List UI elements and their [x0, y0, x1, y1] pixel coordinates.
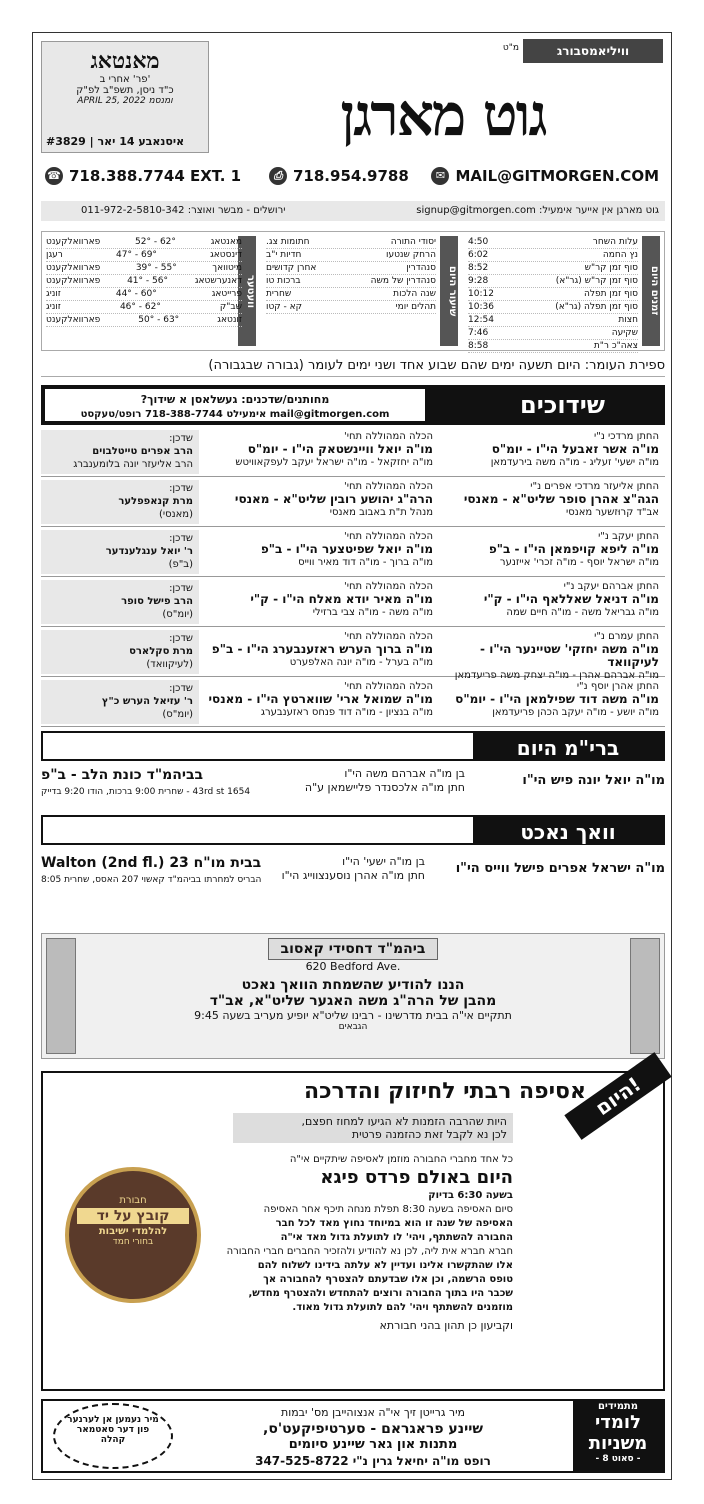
weather-row-cell: מאנטאג [210, 237, 242, 247]
learning-row-cell: סנהדרין [406, 263, 436, 273]
chosson-grandparents: אב"ד קרוּזשער מאנסי [565, 507, 659, 518]
shadchan-extra: (יומ"ס) [162, 709, 193, 720]
chosson-name: החתן אברהם יעקב נ"י [563, 581, 659, 592]
learning-row [266, 288, 436, 301]
kallah-father: מו"ה מאיר יודא מאלח הי"ו - ק"י [250, 592, 433, 606]
learning-row-cell: קא - קטו [266, 302, 303, 312]
shidduch-row [41, 577, 665, 627]
masthead: גוט מארגן [340, 81, 546, 149]
zman-row [468, 249, 638, 262]
asifa-l6: אלו שהתקשרו אלינו ועדיין לא עלתה בידינו לשלוח להם [257, 1260, 513, 1271]
vach-nacht-announcement [41, 855, 665, 895]
zman-row [468, 340, 638, 353]
asifa-l1: כל אחד מחברי החבורה מוזמן לאסיפה שיתקיים אי"ה [289, 1154, 513, 1165]
shadchan-label: שדכן: [169, 583, 193, 594]
zman-row-cell: 10:36 [468, 302, 494, 312]
shadchan-label: שדכן: [169, 683, 193, 694]
kallah-father: מו"ה יואל וויינשטאק הי"ו - יומ"ס [247, 442, 433, 456]
weather-row-cell: 62° - 52° [135, 237, 176, 247]
kallah-grandparents: מנהל ת"ת באבוב מאנסי [329, 507, 433, 518]
email-icon: ✉ [431, 167, 449, 185]
learning-row [266, 301, 436, 314]
kasov-line2: מהבן של הרה"ג משה האגער שליט"א, אב"ד [209, 993, 497, 1009]
weather-row-cell: 63° - 50° [138, 315, 180, 325]
mishnayos-box [573, 1401, 663, 1471]
shadchan-extra: (מאנסי) [158, 509, 193, 520]
parsha: פר' אחרי ב' [99, 74, 151, 85]
stamp: מיר נעמען אן לערנער פון דער סאטמאר קהלה [53, 1403, 173, 1469]
sefiras-haomer: ספירת העומר: היום תשעה ימים שהם שבוע אחד ושני ימים לעומר (גבורה שבגבורה) [41, 355, 665, 377]
shadchan-name: מרת סקלארס [129, 646, 193, 657]
pillar-left [46, 938, 76, 1054]
kallah-grandparents: מו"ה בערל - מו"ה יונה האלפערט [289, 657, 433, 668]
asifa-ad [41, 1071, 665, 1391]
seal-line1: חבורת [119, 1195, 147, 1206]
learning-row-cell: תהלים יומי [395, 302, 436, 312]
email-contact[interactable]: ✉ MAIL@GITMORGEN.COM [431, 167, 659, 185]
shadchan-name: ר' עזיאל הערש כ"ץ [101, 696, 193, 707]
asifa-sub2: לכן נא לקבל זאת כהזמנה פרטית [351, 1128, 507, 1141]
kallah-label: הכלה המהוללה תחי' [344, 581, 433, 592]
shadchan-label: שדכן: [169, 533, 193, 544]
contact-bar [41, 167, 665, 191]
shidduch-row [41, 477, 665, 527]
israel-contact: ירושלים - מבשר ואוצר: 011-972-2-5810-342 [81, 205, 286, 216]
shidduchim-contact[interactable] [45, 389, 425, 421]
seal-line3: להלמדי ישיבות [98, 1226, 168, 1237]
kallah-col [203, 430, 433, 469]
kallah-father: הרה"ג יהושע רובין שליט"א - מאנסי [234, 492, 433, 506]
weather-row [46, 314, 242, 327]
kallah-label: הכלה המהוללה תחי' [344, 631, 433, 642]
chosson-name: החתן עמרם נ"י [594, 631, 659, 642]
chosson-father: מו"ה משה יחזקי' שטיינער הי"ו - לעיקוואד [480, 642, 659, 669]
zman-row-cell: שקיעה [611, 328, 638, 338]
kallah-grandparents: מו"ה יחזקאל - מו"ה ישראל יעקב לעפקאוויטש [235, 457, 433, 468]
english-date: APRIL 25, 2022 ומנסמ [77, 96, 173, 106]
shadchan-extra: הרב אליעזר יונה בלומענברג [73, 459, 193, 470]
kallah-father: מו"ה יואל שפיטצער הי"ו - ב"פ [260, 542, 433, 556]
weather-row-cell: 56° - 41° [127, 276, 168, 286]
shadchan-col [41, 430, 199, 474]
zman-row [468, 236, 638, 249]
learning-row-cell: חדיות י"ב [266, 250, 302, 260]
mishnayos-body [183, 1405, 563, 1469]
weather-row-cell: פארוואלקענט [46, 315, 101, 325]
zman-row-cell: עלות השחר [592, 237, 638, 247]
zman-row-cell: חצות [618, 315, 638, 325]
zman-row-cell: 10:12 [468, 289, 494, 299]
learning-row-cell: שחרית [266, 289, 292, 299]
asifa-time: בשעה 6:30 בדיוק [428, 1190, 513, 1201]
kallah-father: מו"ה ברוך הערש ראזענבערג הי"ו - ב"פ [211, 642, 433, 656]
weather-row-cell: שב"ק [219, 302, 242, 312]
learning-label: שיעור היום [440, 236, 458, 346]
mishnayos-ad [41, 1399, 665, 1473]
asifa-title: אסיפה רבתי לחיזוק והדרכה [303, 1079, 587, 1104]
kasov-line1: הננו להודיע שהשמחת הוואך נאכט [241, 977, 465, 993]
weather-row-cell: 69° - 47° [116, 250, 157, 260]
learning-row-cell: יסודי התורה [390, 237, 436, 247]
vach-name: מו"ה ישראל אפרים פישל ווייס הי"ו [455, 861, 665, 876]
kasov-title: ביהמ"ד דחסידי קאסוב [268, 938, 439, 960]
zman-row [468, 262, 638, 275]
seal-line2: קובץ על יד [77, 1208, 189, 1224]
kasov-gabaim: הגבאים [338, 1022, 368, 1032]
weather-row-cell: זונטאג [217, 315, 242, 325]
zman-row [468, 275, 638, 288]
zman-row-cell: 8:58 [468, 341, 489, 351]
bris-details: 1654 43rd st - שחרית 9:00 ברכות, הודו 9:20 בדייק [41, 787, 251, 797]
weather-row [46, 236, 242, 249]
zman-row-cell: 12:54 [468, 315, 494, 325]
kallah-col [203, 630, 433, 669]
learning-row-cell: חתומות צג. [266, 237, 310, 247]
shadchan-name: הרב אפרים טייטלבוים [92, 446, 193, 457]
kasov-line3: תתקיים אי"ה בבית מדרשינו - רבינו שליט"א יופיע מעריב בשעה 9:45 [194, 1009, 512, 1022]
zman-row-cell: 9:28 [468, 276, 489, 286]
kasov-announcement [41, 933, 665, 1059]
bris-grandfather: חתן מו"ה אלכסנדר פליישמאן ע"ה [304, 781, 465, 794]
shadchan-extra: (לעיקוואד) [146, 659, 193, 670]
phone-icon: ☎ [45, 167, 63, 185]
learning-row [266, 275, 436, 288]
weather-row-cell: 55° - 39° [135, 263, 177, 273]
shidduch-row [41, 427, 665, 477]
weather-row-cell: 62° - 46° [119, 302, 161, 312]
weather-row-cell: 60° - 44° [115, 289, 157, 299]
kallah-col [203, 680, 433, 719]
kallah-grandparents: מו"ה בנציון - מו"ה דוד פנחס ראזענבערג [260, 707, 433, 718]
bottom-right4: - סאוט 8 - [595, 1454, 641, 1464]
zman-row [468, 301, 638, 314]
shidduch-row [41, 527, 665, 577]
fax-icon: ⎙ [269, 167, 287, 185]
chosson-name: החתן אליעזר מרדכי אפרים נ"י [530, 481, 659, 492]
zman-row-cell: סוף זמן קר"ש (גר"א) [555, 276, 638, 286]
kallah-label: הכלה המהוללה תחי' [344, 481, 433, 492]
vach-details: הבריס למחרתו בביהמ"ד קאשוי 207 האסס, שחרית 8:05 [41, 875, 262, 885]
bottom-right2: לומדי [595, 1412, 641, 1433]
shadchan-extra: (יומ"ס) [162, 609, 193, 620]
weather-row-cell: פארוואלקענט [46, 263, 101, 273]
signup-text[interactable]: גוט מארגן אין אייער אימעיל: signup@gitmorgen.com [416, 205, 659, 216]
chosson-father: הגה"צ אהרן סופר שליט"א - מאנסי [463, 492, 659, 506]
issue-number: #3829 | איסנאבע 14 יאר [46, 135, 185, 148]
learning-row-cell: הרחק שנטעו [386, 250, 436, 260]
bottom-right1: מתמידים [597, 1401, 639, 1412]
learning-row-cell: ברכות טו [266, 276, 301, 286]
kallah-grandparents: מו"ה משה - מו"ה צבי ברזילי [312, 607, 433, 618]
day-title: מאנטאג [90, 48, 160, 73]
weather-row-cell: רעגן [46, 250, 63, 260]
chosson-father: מו"ה דניאל שאללאף הי"ו - ק"י [483, 592, 659, 606]
chosson-col [439, 430, 659, 469]
weather-row-cell: פארוואלקענט [46, 237, 101, 247]
hebrew-date: כ"ד ניסן, תשפ"ב לפ"ק [76, 85, 174, 96]
chosson-col [439, 580, 659, 619]
issue-line: מ"ט [502, 43, 519, 53]
weather-row-cell: פרייטאג [211, 289, 242, 299]
zman-row-cell: נץ החמה [602, 250, 638, 260]
vach-place: בבית מו"ח 23 Walton (2nd fl.) [41, 855, 262, 871]
newspaper-page [32, 32, 672, 1480]
kallah-col [203, 530, 433, 569]
chosson-name: החתן מרדכי נ"י [594, 431, 659, 442]
weather-row-cell: זוניג [46, 302, 61, 312]
chosson-grandparents: מו"ה יושע - מו"ה יעקב הכהן פריעדמאן [492, 707, 659, 718]
asifa-body [213, 1153, 513, 1333]
learning-list [266, 236, 436, 346]
zman-row-cell: 7:46 [468, 328, 489, 338]
zman-row-cell: סוף זמן קר"ש [584, 263, 638, 273]
shadchan-name: ר' יואל ענגלענדער [105, 546, 193, 557]
chosson-name: החתן אהרן יוסף נ"י [576, 681, 659, 692]
shadchan-label: שדכן: [169, 433, 193, 444]
bris-father: בן מו"ה אברהם משה הי"ו [344, 767, 465, 780]
zman-row-cell: 8:52 [468, 263, 489, 273]
bris-place: בביהמ"ד כונת הלב - ב"פ [41, 767, 204, 783]
asifa-venue: היום באולם פרדס פיגא [320, 1167, 513, 1188]
learning-row-cell: סנהדרין של משה [370, 276, 436, 286]
vach-nacht-header [41, 815, 665, 845]
zmanim-list [468, 236, 638, 351]
shadchan-col [41, 580, 199, 624]
learning-row [266, 249, 436, 262]
asifa-l8: שכבר היו בתוך החבורה ורוצים להתחדש ולהצטרף מחדש, [248, 1288, 513, 1299]
chosson-grandparents: מו"ה ישראל יוסף - מו"ה זכרי' אייזנער [499, 557, 659, 568]
asifa-l10: וקביעון כן תהון בהני חבורתא [379, 1319, 513, 1332]
zman-row-cell: 4:50 [468, 237, 489, 247]
weather-row [46, 262, 242, 275]
asifa-l5: חברא חברא אית ליה, לכן נא להודיע ולהזכיר החברים חברי החבורה [226, 1246, 513, 1257]
bottom-m2: שיינע פראגראם - סערטיפיקעט'ס, [263, 1421, 483, 1437]
bris-header [41, 731, 665, 761]
chosson-col [439, 480, 659, 519]
asifa-l7: טופס הרשמה, וכן אלו שבדעתם להצטרף להחבורה אך [263, 1274, 513, 1285]
asifa-l2: סיום האסיפה בשעה 8:30 תפלת מנחה תיכף אחר האסיפה [263, 1204, 513, 1215]
chosson-col [439, 630, 659, 682]
vach-grandfather: חתן מו"ה אהרן נוסענצווייג הי"ו [281, 869, 425, 882]
signup-bar [41, 201, 665, 221]
weather-row-cell: זוניג [46, 289, 61, 299]
shadchan-col [41, 680, 199, 724]
weather-row [46, 301, 242, 314]
zman-row-cell: סוף זמן תפלה (גר"א) [555, 302, 638, 312]
chosson-grandparents: מו"ה גבריאל משה - מו"ה חיים שמה [506, 607, 659, 618]
bottom-m3: מתנות און גאר שיינע סיומים [288, 1437, 458, 1452]
shidduch-row [41, 627, 665, 681]
shidduch-row [41, 677, 665, 727]
kallah-label: הכלה המהוללה תחי' [344, 681, 433, 692]
chosson-father: מו"ה ליפא קויפמאן הי"ו - ב"פ [488, 542, 659, 556]
shidduchim-title: שידוכים [520, 391, 605, 419]
weather-row-cell: דינסטאג [210, 250, 242, 260]
shadchan-col [41, 530, 199, 574]
chosson-father: מו"ה אשר זאבעל הי"ו - יומ"ס [491, 442, 659, 456]
weather-row-cell: פארוואלקענט [46, 276, 101, 286]
kallah-col [203, 480, 433, 519]
shadchan-name: הרב פישל סופר [121, 596, 193, 607]
weather-row [46, 288, 242, 301]
zman-row [468, 327, 638, 340]
shidduchim-header [41, 385, 665, 425]
chosson-col [439, 680, 659, 719]
asifa-l9: מוזמנים להשתתף ויהי' להם לתועלת גדול מאוד. [292, 1302, 513, 1313]
asifa-subtitle [233, 1113, 513, 1143]
kallah-father: מו"ה שמואל ארי' שווארטץ הי"ו - מאנסי [208, 692, 433, 706]
date-box [41, 41, 209, 153]
weather-row-cell: מיטוואך [212, 263, 242, 273]
times-box [41, 231, 665, 351]
learning-row-cell: אחרן קדושים [266, 263, 317, 273]
chosson-grandparents: מו"ה אברהם אהרן - מו"ה יצחק משה פריעדמאן [454, 670, 659, 681]
location-banner: וויליאמסבורג [523, 39, 663, 63]
shadchan-col [41, 630, 199, 674]
shadchan-label: שדכן: [169, 483, 193, 494]
zman-row-cell: צאה"כ ר"ת [593, 341, 638, 351]
shadchan-label: שדכן: [169, 633, 193, 644]
learning-row-cell: שנה הלכות [393, 289, 436, 299]
today-badge: היום! [564, 1052, 671, 1140]
kallah-label: הכלה המהוללה תחי' [344, 431, 433, 442]
zman-row-cell: 6:02 [468, 250, 489, 260]
chabura-seal [65, 1167, 201, 1303]
shadchan-col [41, 480, 199, 524]
pillar-right [630, 938, 660, 1054]
kallah-col [203, 580, 433, 619]
weather-label: וועטער [238, 236, 256, 346]
chosson-col [439, 530, 659, 569]
chosson-father: מו"ה משה דוד שפילמאן הי"ו - יומ"ס [455, 692, 659, 706]
asifa-sub1: היות שהרבה הזמנות לא הגיעו למחוז חפצם, [301, 1115, 507, 1128]
bris-announcement [41, 767, 665, 807]
chosson-name: החתן יעקב נ"י [598, 531, 659, 542]
weather-row [46, 275, 242, 288]
asifa-l4: החבורה להשתתף, ויהי' לו לתועלת גדול מאד אי"ה [280, 1232, 513, 1243]
shadchan-name: מרת קנאפפלער [118, 496, 193, 507]
zman-row [468, 288, 638, 301]
bris-title: ברי"מ היום [473, 733, 663, 759]
kallah-label: הכלה המהוללה תחי' [344, 531, 433, 542]
zmanim-label: זמנים היום [642, 236, 660, 346]
asifa-l3: האסיפה של שנה זו הוא במיוחד נחוץ מאד לכל חבר [275, 1218, 513, 1229]
fax-contact[interactable]: ⎙ 718.954.9788 [269, 167, 409, 185]
bottom-m4[interactable]: רופט מו"ה יחיאל גרין נ"י 347-525-8722 [255, 1454, 491, 1468]
bottom-m1: מיר גרייטן זיך אי"ה אנצוהייבן מס' יבמות [280, 1406, 466, 1419]
seal-line4: בחורי חמד [112, 1237, 154, 1247]
kasov-address: 620 Bedford Ave. [305, 960, 401, 973]
zman-row [468, 314, 638, 327]
vach-father: בן מו"ה ישעי' הי"ו [342, 855, 425, 868]
zman-row-cell: סוף זמן תפלה [584, 289, 638, 299]
chosson-grandparents: מו"ה ישעי' זעליג - מו"ה משה בירעדמאן [490, 457, 659, 468]
bris-name: מו"ה יואל יונה פיש הי"ו [522, 773, 665, 788]
shidduchim-contact-line1: מחותנים/שדכנים: געשלאסן א שידוך? [140, 393, 330, 406]
shidduchim-contact-line2: mail@gitmorgen.com אימעילט 718-388-7744 רופט/טעקסט [80, 409, 390, 420]
learning-row [266, 236, 436, 249]
bottom-right3: משניות [588, 1433, 648, 1454]
weather-list [46, 236, 242, 346]
shadchan-extra: (ב"פ) [168, 559, 193, 570]
weather-row-cell: דאנערשטאג [194, 276, 242, 286]
learning-row [266, 262, 436, 275]
vach-nacht-title: וואך נאכט [473, 817, 663, 843]
kallah-grandparents: מו"ה ברוך - מו"ה דוד מאיר ווייס [298, 557, 433, 568]
weather-row [46, 249, 242, 262]
phone-contact[interactable]: ☎ 718.388.7744 EXT. 1 [45, 167, 241, 185]
